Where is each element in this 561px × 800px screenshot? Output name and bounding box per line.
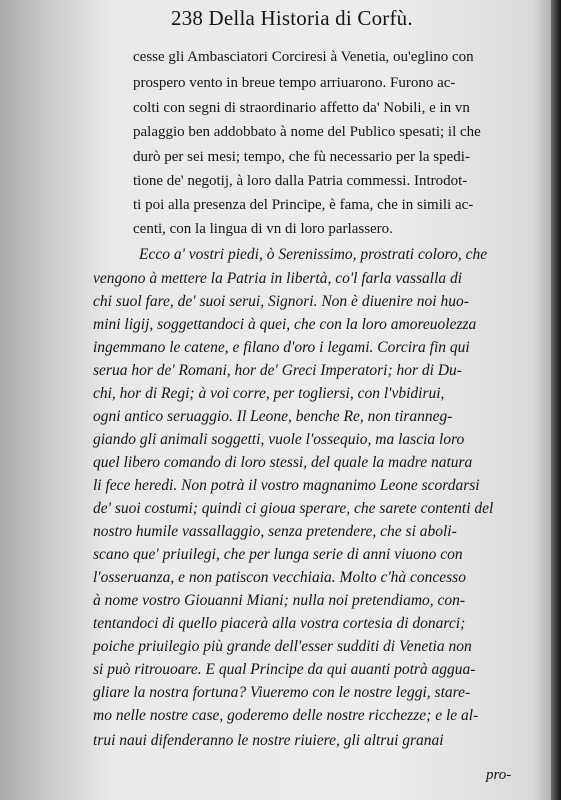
speech-line: chi, hor di Regi; à voi corre, per togliersi, con l'vbidirui, <box>93 385 445 402</box>
catchword: pro- <box>486 767 512 783</box>
speech-line: mini ligij, soggettandoci à quei, che con la loro amoreuolezza <box>93 316 477 333</box>
speech-line: chi suol fare, de' suoi serui, Signori. Non è diuenire noi huo- <box>93 293 469 310</box>
speech-line: si può ritrouoare. E qual Principe da qui auanti potrà aggua- <box>93 661 476 678</box>
speech-line: mo nelle nostre case, goderemo delle nostre ricchezze; e le al- <box>93 707 479 724</box>
speech-line: quel libero comando di loro stessi, del quale la madre natura <box>93 454 473 471</box>
speech-line: vengono à mettere la Patria in libertà, co'l farla vassalla di <box>93 270 463 287</box>
speech-line: li fece heredi. Non potrà il vostro magnanimo Leone scordarsi <box>93 477 480 494</box>
text-line: palaggio ben addobbato à nome del Publico spesati; il che <box>133 124 481 140</box>
speech-line: poiche priuilegio più grande dell'esser sudditi di Venetia non <box>93 638 472 655</box>
speech-line: à nome vostro Giouanni Miani; nulla noi pretendiamo, con- <box>93 592 466 609</box>
speech-line: tentandoci di quello piacerà alla vostra cortesia di donarci; <box>93 615 466 632</box>
speech-line: Ecco a' vostri piedi, ò Serenissimo, prostrati coloro, che <box>139 246 488 263</box>
text-line: prospero vento in breue tempo arriuarono. Furono ac- <box>133 75 456 91</box>
text-line: ti poi alla presenza del Principe, è fama, che in simili ac- <box>133 197 474 213</box>
text-line: centi, con la lingua di vn di loro parlassero. <box>133 221 393 237</box>
speech-line: ogni antico seruaggio. Il Leone, benche Re, non tiranneg- <box>93 408 453 425</box>
speech-line: scano que' priuilegi, che per lunga serie di anni viuono con <box>93 546 463 563</box>
speech-line: l'osseruanza, e non patiscon vecchiaia. Molto c'hà concesso <box>93 569 466 586</box>
text-line: durò per sei mesi; tempo, che fù necessario per la spedi- <box>133 149 470 165</box>
book-spine-shadow <box>551 0 561 800</box>
text-line: colti con segni di straordinario affetto da' Nobili, e in vn <box>133 100 470 116</box>
speech-line: giando gli animali soggetti, vuole l'ossequio, ma lascia loro <box>93 431 465 448</box>
text-line: cesse gli Ambasciatori Corciresi à Venetia, ou'eglino con <box>133 49 474 65</box>
speech-line: de' suoi costumi; quindi ci gioua sperare, che sarete contenti del <box>93 500 494 517</box>
speech-line: nostro humile vassallaggio, senza pretendere, che si aboli- <box>93 523 457 540</box>
speech-line: trui naui difenderanno le nostre riuiere, gli altrui granai <box>93 732 444 749</box>
speech-line: serua hor de' Romani, hor de' Greci Imperatori; hor di Du- <box>93 362 462 379</box>
speech-line: gliare la nostra fortuna? Viueremo con le nostre leggi, stare- <box>93 684 471 701</box>
running-header: 238 Della Historia di Corfù. <box>171 6 413 30</box>
speech-line: ingemmano le catene, e filano d'oro i legami. Corcira fin qui <box>93 339 470 356</box>
text-line: tione de' negotij, à loro dalla Patria commessi. Introdot- <box>133 173 468 189</box>
